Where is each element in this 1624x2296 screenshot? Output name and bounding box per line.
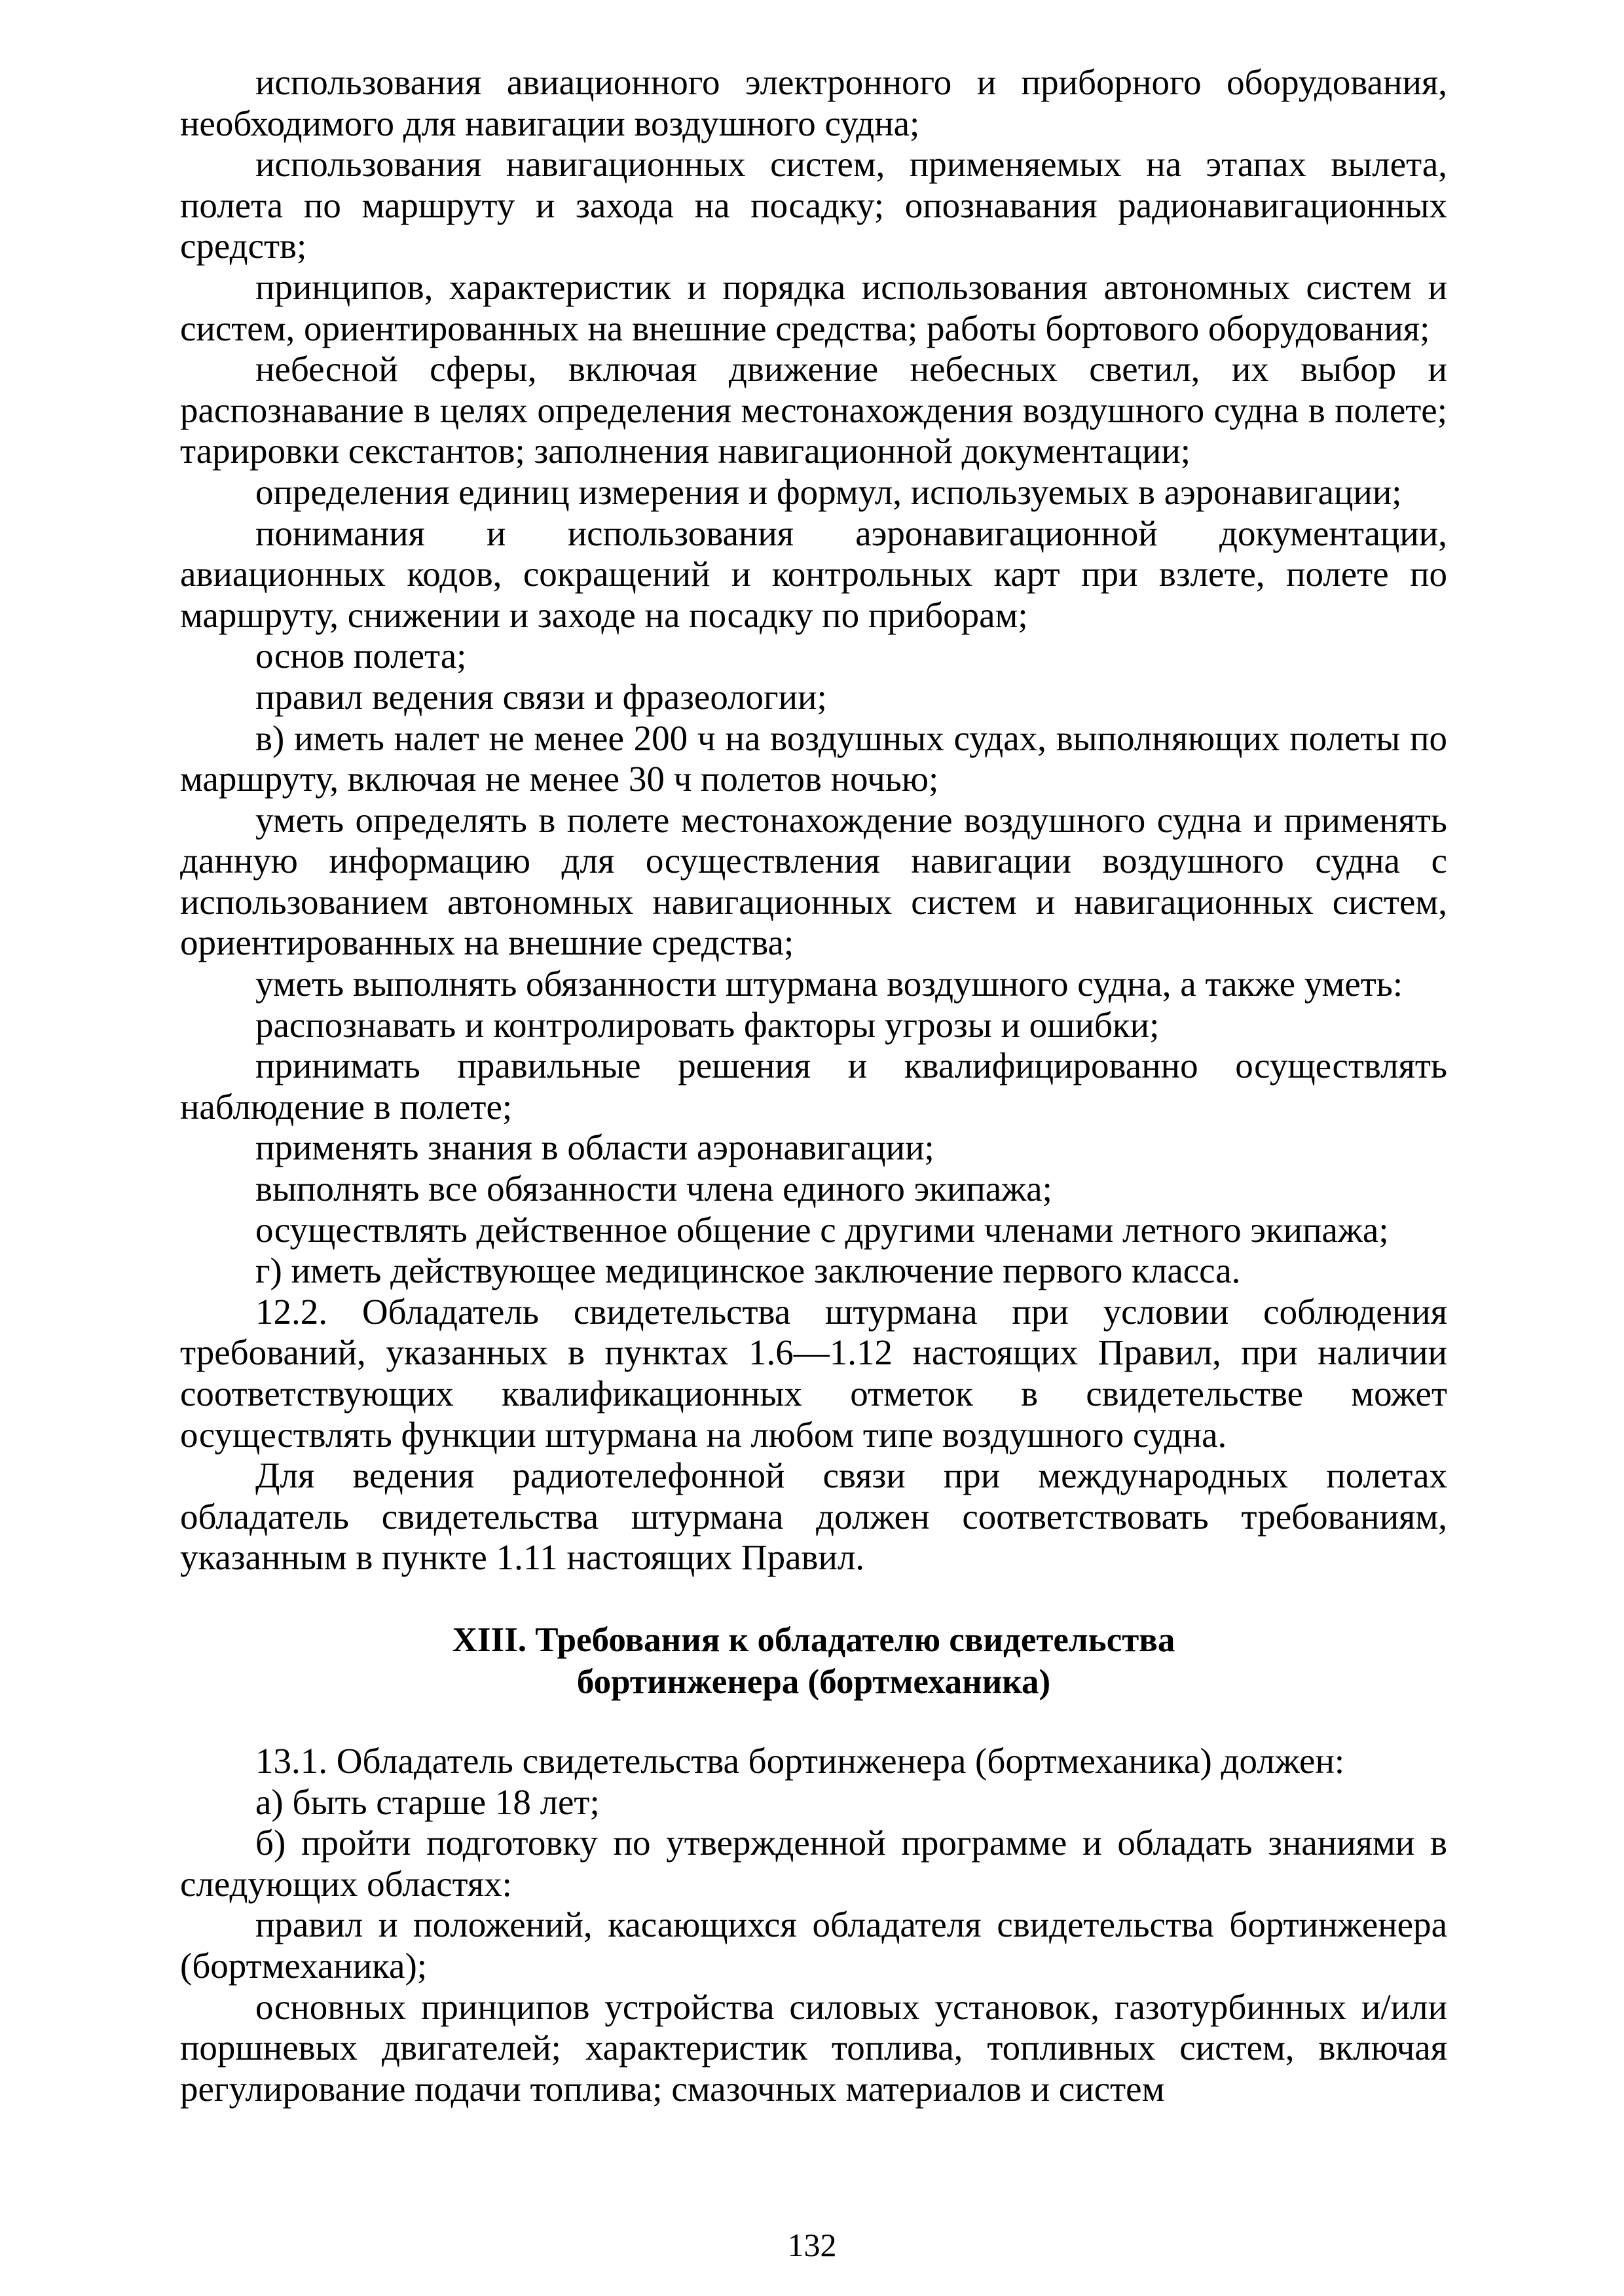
paragraph: определения единиц измерения и формул, используемых в аэронавигации; (255, 471, 1402, 512)
paragraph: 13.1. Обладатель свидетельства бортинженера (бортмеханика) должен: (255, 1740, 1345, 1781)
paragraph: принимать правильные решения и квалифицированно осуществлять наблюдение в полете; (180, 1046, 1447, 1127)
paragraph: небесной сферы, включая движение небесных светил, их выбор и распознавание в целях определения местонахождения воздушного судна в полете; тарировки секстантов; заполнения навигационной документации; (180, 349, 1447, 471)
paragraph: уметь выполнять обязанности штурмана воздушного судна, а также уметь: (255, 964, 1403, 1004)
paragraph: выполнять все обязанности члена единого экипажа; (255, 1169, 1052, 1209)
paragraph: основ полета; (255, 636, 467, 676)
paragraph: применять знания в области аэронавигации; (255, 1127, 934, 1168)
paragraph: правил ведения связи и фразеологии; (255, 676, 827, 717)
paragraph: использования навигационных систем, применяемых на этапах вылета, полета по маршруту и захода на посадку; опознавания радионавигационных средств; (180, 144, 1447, 266)
paragraph: осуществлять действенное общение с другими членами летного экипажа; (255, 1209, 1389, 1250)
paragraph: уметь определять в полете местонахождение воздушного судна и применять данную информацию для осуществления навигации воздушного судна с использованием автономных навигационных систем и навигационных систем, ориентированных на внешние средства; (180, 799, 1447, 963)
page-number: 132 (787, 2227, 837, 2263)
paragraph: основных принципов устройства силовых установок, газотурбинных и/или поршневых двигателей; характеристик топлива, топливных систем, включая регулирование подачи топлива; смазочных материалов и систем (180, 1986, 1447, 2109)
section-heading-line: бортинженера (бортмеханика) (576, 1662, 1051, 1701)
paragraph: правил и положений, касающихся обладателя свидетельства бортинженера (бортмеханика); (180, 1904, 1447, 1986)
paragraph: принципов, характеристик и порядка использования автономных систем и систем, ориентированных на внешние средства; работы бортового оборудования; (180, 266, 1447, 348)
paragraph: Для ведения радиотелефонной связи при международных полетах обладатель свидетельства штурмана должен соответствовать требованиям, указанным в пункте 1.11 настоящих Правил. (180, 1455, 1447, 1578)
section-heading-line: XIII. Требования к обладателю свидетельства (452, 1620, 1175, 1659)
paragraph: а) быть старше 18 лет; (255, 1781, 600, 1822)
paragraph: понимания и использования аэронавигационной документации, авиационных кодов, сокращений и контрольных карт при взлете, полете по маршруту, снижении и заходе на посадку по приборам; (180, 513, 1447, 635)
paragraph: в) иметь налет не менее 200 ч на воздушных судах, выполняющих полеты по маршруту, включая не менее 30 ч полетов ночью; (180, 718, 1447, 799)
section-heading (180, 1619, 1447, 1703)
paragraph: использования авиационного электронного и приборного оборудования, необходимого для навигации воздушного судна; (180, 62, 1447, 143)
paragraph: распознавать и контролировать факторы угрозы и ошибки; (255, 1004, 1160, 1045)
paragraph: г) иметь действующее медицинское заключение первого класса. (255, 1250, 1241, 1291)
document-body (180, 62, 1447, 2109)
paragraph: б) пройти подготовку по утвержденной программе и обладать знаниями в следующих областях: (180, 1823, 1447, 1904)
paragraph: 12.2. Обладатель свидетельства штурмана при условии соблюдения требований, указанных в пунктах 1.6—1.12 настоящих Правил, при наличии соответствующих квалификационных отметок в свидетельстве может осуществлять функции штурмана на любом типе воздушного судна. (180, 1291, 1447, 1455)
